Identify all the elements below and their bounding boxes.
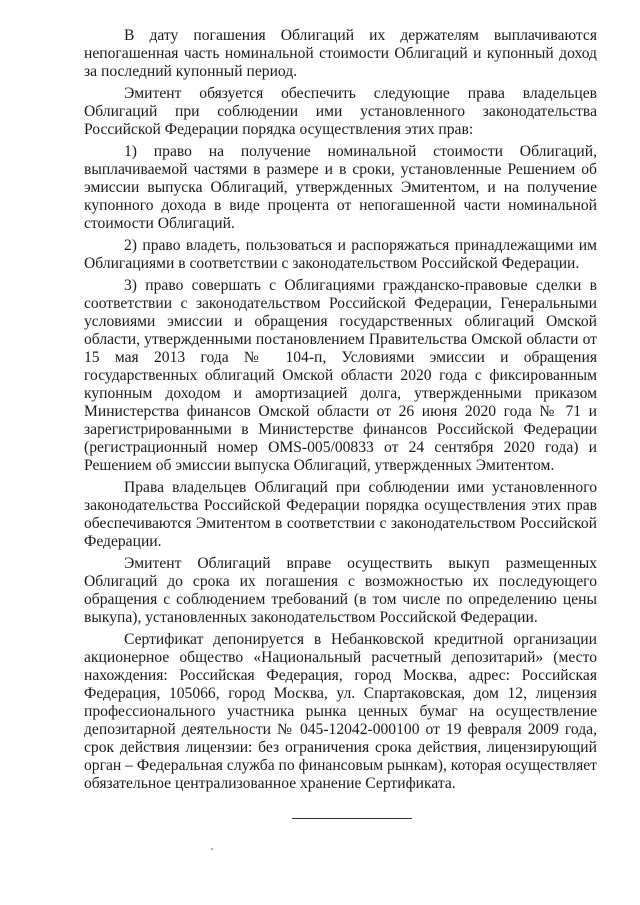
paragraph-right-1: 1) право на получение номинальной стоимости Облигаций, выплачиваемой частями в размере и в сроки, установленные Решением об эмиссии выпуска Облигаций, утвержденных Эмитентом, и на получение купонного дохода в виде процента от непогашенной части номинальной стоимости Облигаций. — [84, 143, 597, 232]
paragraph-redemption: В дату погашения Облигаций их держателям выплачиваются непогашенная часть номинальной стоимости Облигаций и купонный доход за последний купонный период. — [84, 27, 597, 80]
paragraph-rights-guarantee: Права владельцев Облигаций при соблюдении ими установленного законодательства Российской Федерации порядка осуществления этих прав обеспечиваются Эмитентом в соответствии с законодательством Российской Федерации. — [84, 479, 597, 550]
paragraph-right-2: 2) право владеть, пользоваться и распоряжаться принадлежащими им Облигациями в соответствии с законодательством Российской Федерации. — [84, 237, 597, 272]
scan-speck — [211, 848, 213, 850]
paragraph-buyback: Эмитент Облигаций вправе осуществить выкуп размещенных Облигаций до срока их погашения с возможностью их последующего обращения с соблюдением требований (в том числе по определению цены выкупа), установленных законодательством Российской Федерации. — [84, 555, 597, 626]
paragraph-rights-intro: Эмитент обязуется обеспечить следующие права владельцев Облигаций при соблюдении ими установленного законодательства Российской Федерации порядка осуществления этих прав: — [84, 85, 597, 138]
end-separator-line — [292, 818, 412, 819]
document-body — [84, 27, 597, 797]
paragraph-right-3: 3) право совершать с Облигациями гражданско-правовые сделки в соответствии с законодательством Российской Федерации, Генеральными условиями эмиссии и обращения государственных облигаций Омской области, утвержденными постановлением Правительства Омской области от 15 мая 2013 года № 104-п, Условиями эмиссии и обращения государственных облигаций Омской области 2020 года с фиксированным купонным доходом и амортизацией долга, утвержденными приказом Министерства финансов Омской области от 26 июня 2020 года № 71 и зарегистрированными в Министерстве финансов Российской Федерации (регистрационный номер OMS-005/00833 от 24 сентября 2020 года) и Решением об эмиссии выпуска Облигаций, утвержденных Эмитентом. — [84, 277, 597, 474]
paragraph-certificate-deposit: Сертификат депонируется в Небанковской кредитной организации акционерное общество «Национальный расчетный депозитарий» (место нахождения: Российская Федерация, город Москва, адрес: Российская Федерация, 105066, город Москва, ул. Спартаковская, дом 12, лицензия профессионального участника рынка ценных бумаг на осуществление депозитарной деятельности № 045-12042-000100 от 19 февраля 2009 года, срок действия лицензии: без ограничения срока действия, лицензирующий орган – Федеральная служба по финансовым рынкам), которая осуществляет обязательное централизованное хранение Сертификата. — [84, 631, 597, 792]
